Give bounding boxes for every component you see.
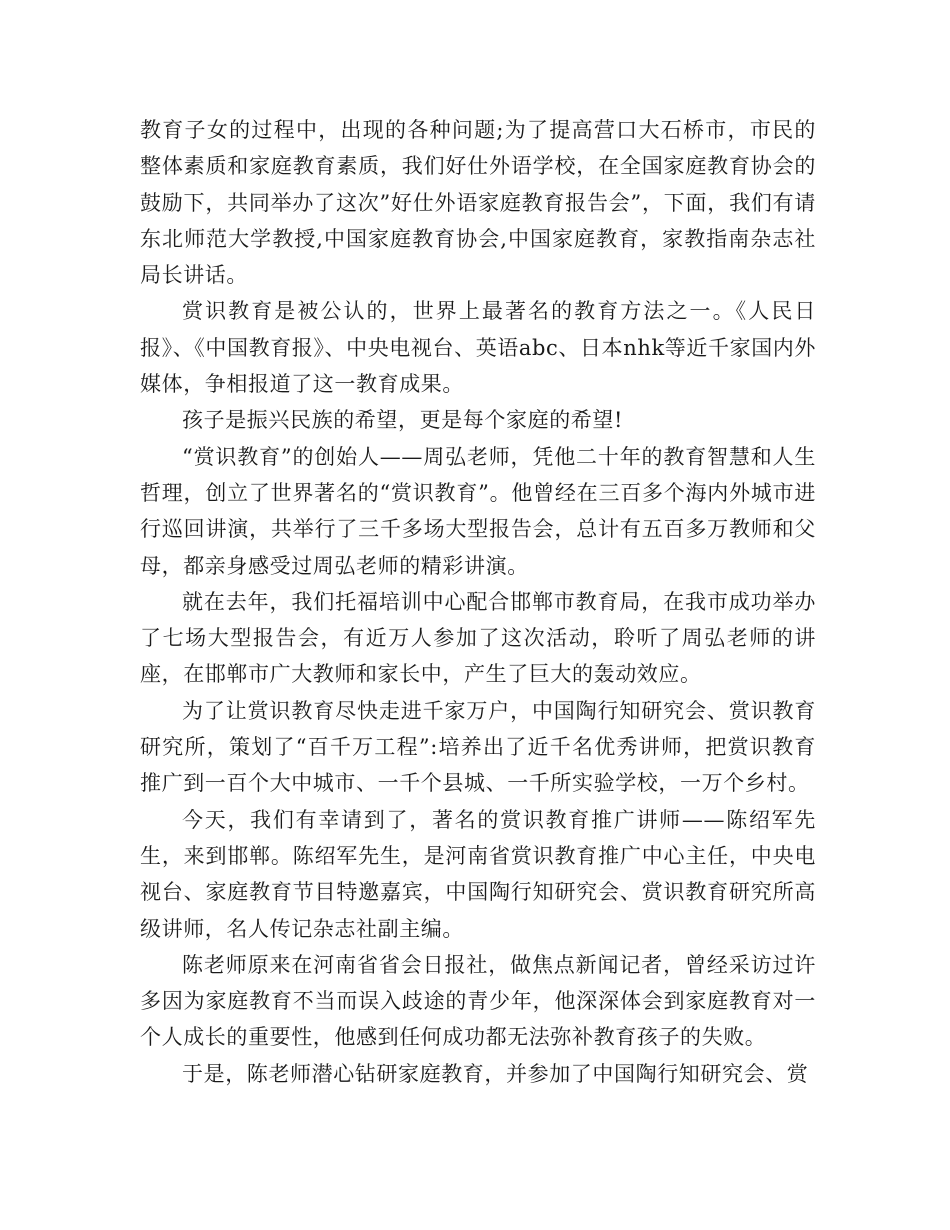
paragraph-2: 赏识教育是被公认的，世界上最著名的教育方法之一。《人民日报》、《中国教育报》、中央电视台、英语abc、日本nhk等近千家国内外媒体，争相报道了这一教育成果。 xyxy=(140,299,816,397)
paragraph-6: 为了让赏识教育尽快走进千家万户，中国陶行知研究会、赏识教育研究所，策划了“百千万工程”:培养出了近千名优秀讲师，把赏识教育推广到一百个大中城市、一千个县城、一千所实验学校，一万个乡村。 xyxy=(140,698,816,796)
paragraph-8: 陈老师原来在河南省省会日报社，做焦点新闻记者，曾经采访过许多因为家庭教育不当而误入歧途的青少年，他深深体会到家庭教育对一个人成长的重要性，他感到任何成功都无法弥补教育孩子的失败。 xyxy=(140,952,816,1050)
paragraph-5: 就在去年，我们托福培训中心配合邯郸市教育局，在我市成功举办了七场大型报告会，有近万人参加了这次活动，聆听了周弘老师的讲座，在邯郸市广大教师和家长中，产生了巨大的轰动效应。 xyxy=(140,589,816,687)
paragraph-9: 于是，陈老师潜心钻研家庭教育，并参加了中国陶行知研究会、赏 xyxy=(182,1061,809,1086)
document-body xyxy=(140,112,816,1092)
paragraph-4: “赏识教育”的创始人——周弘老师，凭他二十年的教育智慧和人生哲理，创立了世界著名的“赏识教育”。他曾经在三百多个海内外城市进行巡回讲演，共举行了三千多场大型报告会，总计有五百多万教师和父母，都亲身感受过周弘老师的精彩讲演。 xyxy=(140,444,816,578)
paragraph-7: 今天，我们有幸请到了，著名的赏识教育推广讲师——陈绍军先生，来到邯郸。陈绍军先生，是河南省赏识教育推广中心主任，中央电视台、家庭教育节目特邀嘉宾，中国陶行知研究会、赏识教育研究所高级讲师，名人传记杂志社副主编。 xyxy=(140,807,816,941)
paragraph-3: 孩子是振兴民族的希望，更是每个家庭的希望! xyxy=(182,408,624,433)
paragraph-1: 教育子女的过程中，出现的各种问题;为了提高营口大石桥市，市民的整体素质和家庭教育素质，我们好仕外语学校，在全国家庭教育协会的鼓励下，共同举办了这次”好仕外语家庭教育报告会”，下面，我们有请东北师范大学教授,中国家庭教育协会,中国家庭教育，家教指南杂志社 局长讲话。 xyxy=(140,118,816,288)
